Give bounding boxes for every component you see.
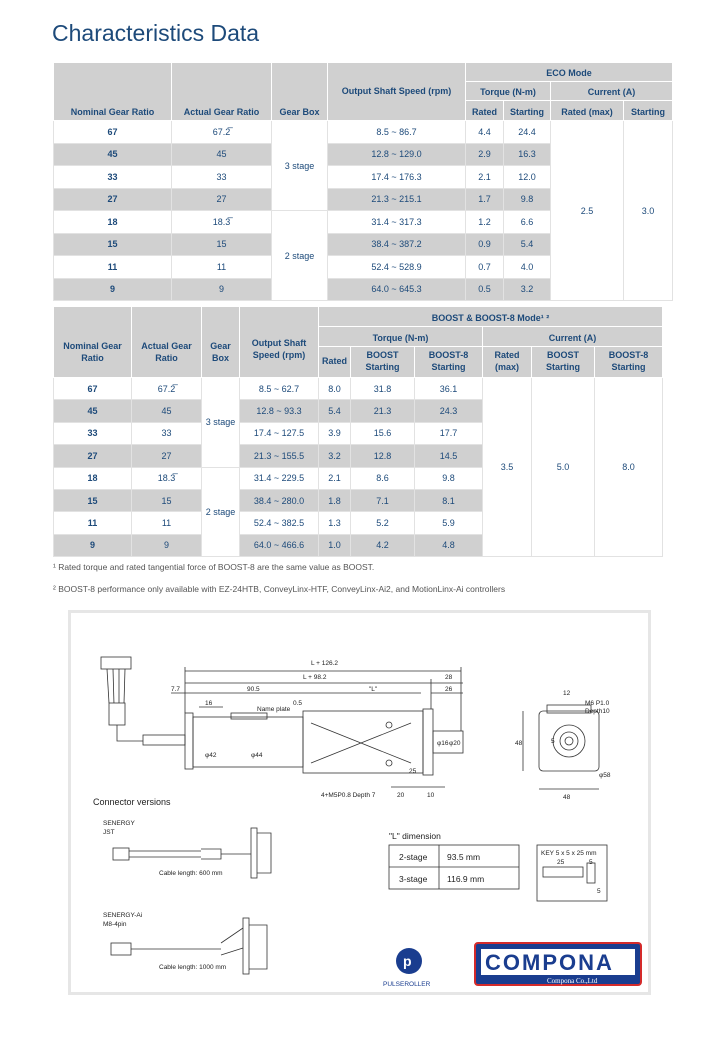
cell-torque-boost8: 24.3 [415,400,483,422]
cell-actual: 15 [132,489,202,511]
cell-gear-box: 3 stage [272,121,328,211]
cell-torque-rated: 3.9 [319,422,351,444]
cell-speed: 52.4 ~ 382.5 [240,512,319,534]
cell-actual: 45 [132,400,202,422]
conn1-name: SENERGY [103,820,135,827]
cell-torque-rated: 3.2 [319,445,351,467]
dim-25: 25 [409,768,417,775]
cell-speed: 8.5 ~ 62.7 [240,378,319,400]
cell-torque-boost: 21.3 [351,400,415,422]
cell-nominal: 45 [54,400,132,422]
cell-actual: 18.3̅ [172,211,272,234]
cell-torque-rated: 2.9 [466,143,504,166]
cell-actual: 67.2̅ [132,378,202,400]
cell-speed: 21.3 ~ 215.1 [328,188,466,211]
dim-16: 16 [205,700,213,707]
cell-speed: 38.4 ~ 280.0 [240,489,319,511]
col-output-speed: Output Shaft Speed (rpm) [240,307,319,378]
cell-torque-rated: 1.3 [319,512,351,534]
key-title: KEY 5 x 5 x 25 mm [541,850,597,857]
col-current-boost-starting: BOOST Starting [532,347,595,378]
cell-speed: 52.4 ~ 528.9 [328,256,466,279]
cell-gear-box: 2 stage [272,211,328,301]
cell-gear-box: 3 stage [202,378,240,468]
connector-versions-title: Connector versions [93,797,171,807]
cell-speed: 21.3 ~ 155.5 [240,445,319,467]
conn1-type: JST [103,829,115,836]
l-dim-value: 116.9 mm [447,874,485,884]
cell-nominal: 15 [54,489,132,511]
cell-torque-boost8: 36.1 [415,378,483,400]
col-torque-rated: Rated [319,347,351,378]
dim-20: 20 [397,792,405,799]
cell-nominal: 45 [54,143,172,166]
key-5a: 5 [589,859,593,866]
cell-speed: 17.4 ~ 176.3 [328,166,466,189]
col-torque: Torque (N-m) [319,327,483,347]
table-row [54,121,673,144]
cell-torque-starting: 6.6 [504,211,551,234]
cell-torque-starting: 16.3 [504,143,551,166]
dim-m6: M6 P1.0 [585,700,610,707]
cell-nominal: 18 [54,467,132,489]
eco-mode-table [53,62,673,301]
dim-phi16: φ16 [437,740,449,747]
cell-torque-boost: 4.2 [351,534,415,556]
cell-torque-boost8: 9.8 [415,467,483,489]
cell-torque-boost: 8.6 [351,467,415,489]
cell-speed: 64.0 ~ 466.6 [240,534,319,556]
cell-speed: 31.4 ~ 229.5 [240,467,319,489]
cell-speed: 38.4 ~ 387.2 [328,233,466,256]
page-title: Characteristics Data [52,20,260,46]
dim-10: 10 [427,792,435,799]
col-current-rated: Rated (max) [483,347,532,378]
cell-actual: 27 [172,188,272,211]
col-gear-box: Gear Box [272,63,328,121]
col-current: Current (A) [483,327,663,347]
cell-torque-rated: 2.1 [466,166,504,189]
cell-nominal: 18 [54,211,172,234]
l-dim-value: 93.5 mm [447,852,481,862]
compona-logo [475,943,641,985]
label-name-plate: Name plate [257,706,291,713]
pulseroller-text: PULSEROLLER [383,981,431,988]
col-output-speed: Output Shaft Speed (rpm) [328,63,466,121]
cell-torque-rated: 1.0 [319,534,351,556]
cell-current-boost: 5.0 [532,378,595,557]
col-gear-box: Gear Box [202,307,240,378]
dim-28: 28 [445,674,453,681]
cell-torque-rated: 8.0 [319,378,351,400]
conn2-name: SENERGY-Ai [103,912,143,919]
cell-torque-rated: 0.7 [466,256,504,279]
cell-torque-starting: 9.8 [504,188,551,211]
cell-current-rated: 3.5 [483,378,532,557]
dim-0-5: 0.5 [293,700,303,707]
cell-torque-boost8: 14.5 [415,445,483,467]
cell-nominal: 67 [54,378,132,400]
cell-actual: 27 [132,445,202,467]
col-nominal-ratio: Nominal Gear Ratio [54,63,172,121]
cell-actual: 18.3̅ [132,467,202,489]
l-dim-stage: 2-stage [399,852,428,862]
footnote-2: ² BOOST-8 performance only available with EZ-24HTB, ConveyLinx-HTF, ConveyLinx-Ai2, and MotionLinx-Ai controllers [53,584,506,594]
col-torque-starting: Starting [504,101,551,121]
col-current: Current (A) [551,82,673,101]
cell-actual: 9 [172,278,272,301]
cell-nominal: 9 [54,534,132,556]
cell-actual: 15 [172,233,272,256]
footnote-1: ¹ Rated torque and rated tangential force of BOOST-8 are the same value as BOOST. [53,562,375,572]
cell-torque-starting: 12.0 [504,166,551,189]
conn2-type: M8-4pin [103,921,127,928]
cell-speed: 64.0 ~ 645.3 [328,278,466,301]
cell-torque-rated: 1.2 [466,211,504,234]
cell-torque-boost8: 17.7 [415,422,483,444]
cell-actual: 45 [172,143,272,166]
dim-phi58: φ58 [599,772,611,779]
cell-nominal: 33 [54,422,132,444]
dim-90-5: 90.5 [247,686,260,693]
cell-torque-rated: 1.7 [466,188,504,211]
drawing-svg [71,613,648,992]
svg-text:p: p [403,953,412,969]
cell-nominal: 27 [54,445,132,467]
conn1-cable: Cable length: 600 mm [159,870,223,877]
cell-actual: 67.2̅ [172,121,272,144]
cell-torque-rated: 4.4 [466,121,504,144]
key-5b: 5 [597,888,601,895]
cell-actual: 11 [172,256,272,279]
col-nominal-ratio: Nominal Gear Ratio [54,307,132,378]
cell-actual: 11 [132,512,202,534]
cell-actual: 33 [172,166,272,189]
l-dim-stage: 3-stage [399,874,428,884]
col-current-rated: Rated (max) [551,101,624,121]
dim-5: 5 [551,738,555,745]
dim-l126: L + 126.2 [311,660,339,667]
cell-torque-boost: 15.6 [351,422,415,444]
cell-torque-boost8: 4.8 [415,534,483,556]
dim-m5: 4+M5P0.8 Depth 7 [321,792,376,799]
dim-7-7: 7.7 [171,686,181,693]
cell-speed: 31.4 ~ 317.3 [328,211,466,234]
cell-torque-boost8: 8.1 [415,489,483,511]
key-25: 25 [557,859,565,866]
compona-text: COMPONA [485,950,614,975]
cell-nominal: 11 [54,512,132,534]
compona-sub: Compona Co.,Ltd [547,977,598,985]
cell-torque-boost: 7.1 [351,489,415,511]
cell-torque-rated: 0.5 [466,278,504,301]
cell-torque-rated: 1.8 [319,489,351,511]
cell-torque-starting: 4.0 [504,256,551,279]
cell-torque-rated: 0.9 [466,233,504,256]
cell-actual: 9 [132,534,202,556]
cell-nominal: 33 [54,166,172,189]
cell-speed: 8.5 ~ 86.7 [328,121,466,144]
l-dimension-title: "L" dimension [389,831,441,841]
cell-nominal: 9 [54,278,172,301]
boost-mode-table [53,306,663,557]
eco-mode-header: ECO Mode [466,63,673,82]
cell-torque-boost: 31.8 [351,378,415,400]
cell-speed: 12.8 ~ 129.0 [328,143,466,166]
cell-nominal: 67 [54,121,172,144]
dim-phi44: φ44 [251,752,263,759]
col-actual-ratio: Actual Gear Ratio [172,63,272,121]
cell-speed: 17.4 ~ 127.5 [240,422,319,444]
col-torque: Torque (N-m) [466,82,551,101]
cell-torque-rated: 2.1 [319,467,351,489]
cell-gear-box: 2 stage [202,467,240,557]
cell-nominal: 15 [54,233,172,256]
dimension-drawing [68,610,651,995]
dim-l98: L + 98.2 [303,674,327,681]
col-actual-ratio: Actual Gear Ratio [132,307,202,378]
cell-torque-starting: 24.4 [504,121,551,144]
cell-torque-boost: 12.8 [351,445,415,467]
connector-plug-icon [101,657,131,669]
cell-torque-starting: 3.2 [504,278,551,301]
col-torque-boost-starting: BOOST Starting [351,347,415,378]
cell-speed: 12.8 ~ 93.3 [240,400,319,422]
table-row [54,378,663,400]
cell-actual: 33 [132,422,202,444]
dim-48-v: 48 [515,740,523,747]
dim-phi42: φ42 [205,752,217,759]
dim-12: 12 [563,690,571,697]
conn2-cable: Cable length: 1000 mm [159,964,227,971]
col-torque-rated: Rated [466,101,504,121]
dim-phi20: φ20 [449,740,461,747]
boost-mode-header: BOOST & BOOST-8 Mode¹ ² [319,307,663,327]
dim-l: "L" [369,686,378,693]
col-current-boost8-starting: BOOST-8 Starting [595,347,663,378]
cell-torque-boost: 5.2 [351,512,415,534]
pulseroller-logo [383,948,431,988]
dim-depth10: Depth10 [585,708,610,715]
cell-torque-boost8: 5.9 [415,512,483,534]
cell-current-starting: 3.0 [624,121,673,301]
dim-48-h: 48 [563,794,571,801]
col-torque-boost8-starting: BOOST-8 Starting [415,347,483,378]
dim-26: 26 [445,686,453,693]
cell-nominal: 11 [54,256,172,279]
cell-torque-starting: 5.4 [504,233,551,256]
col-current-starting: Starting [624,101,673,121]
cell-current-rated: 2.5 [551,121,624,301]
cell-current-boost8: 8.0 [595,378,663,557]
cell-nominal: 27 [54,188,172,211]
cell-torque-rated: 5.4 [319,400,351,422]
